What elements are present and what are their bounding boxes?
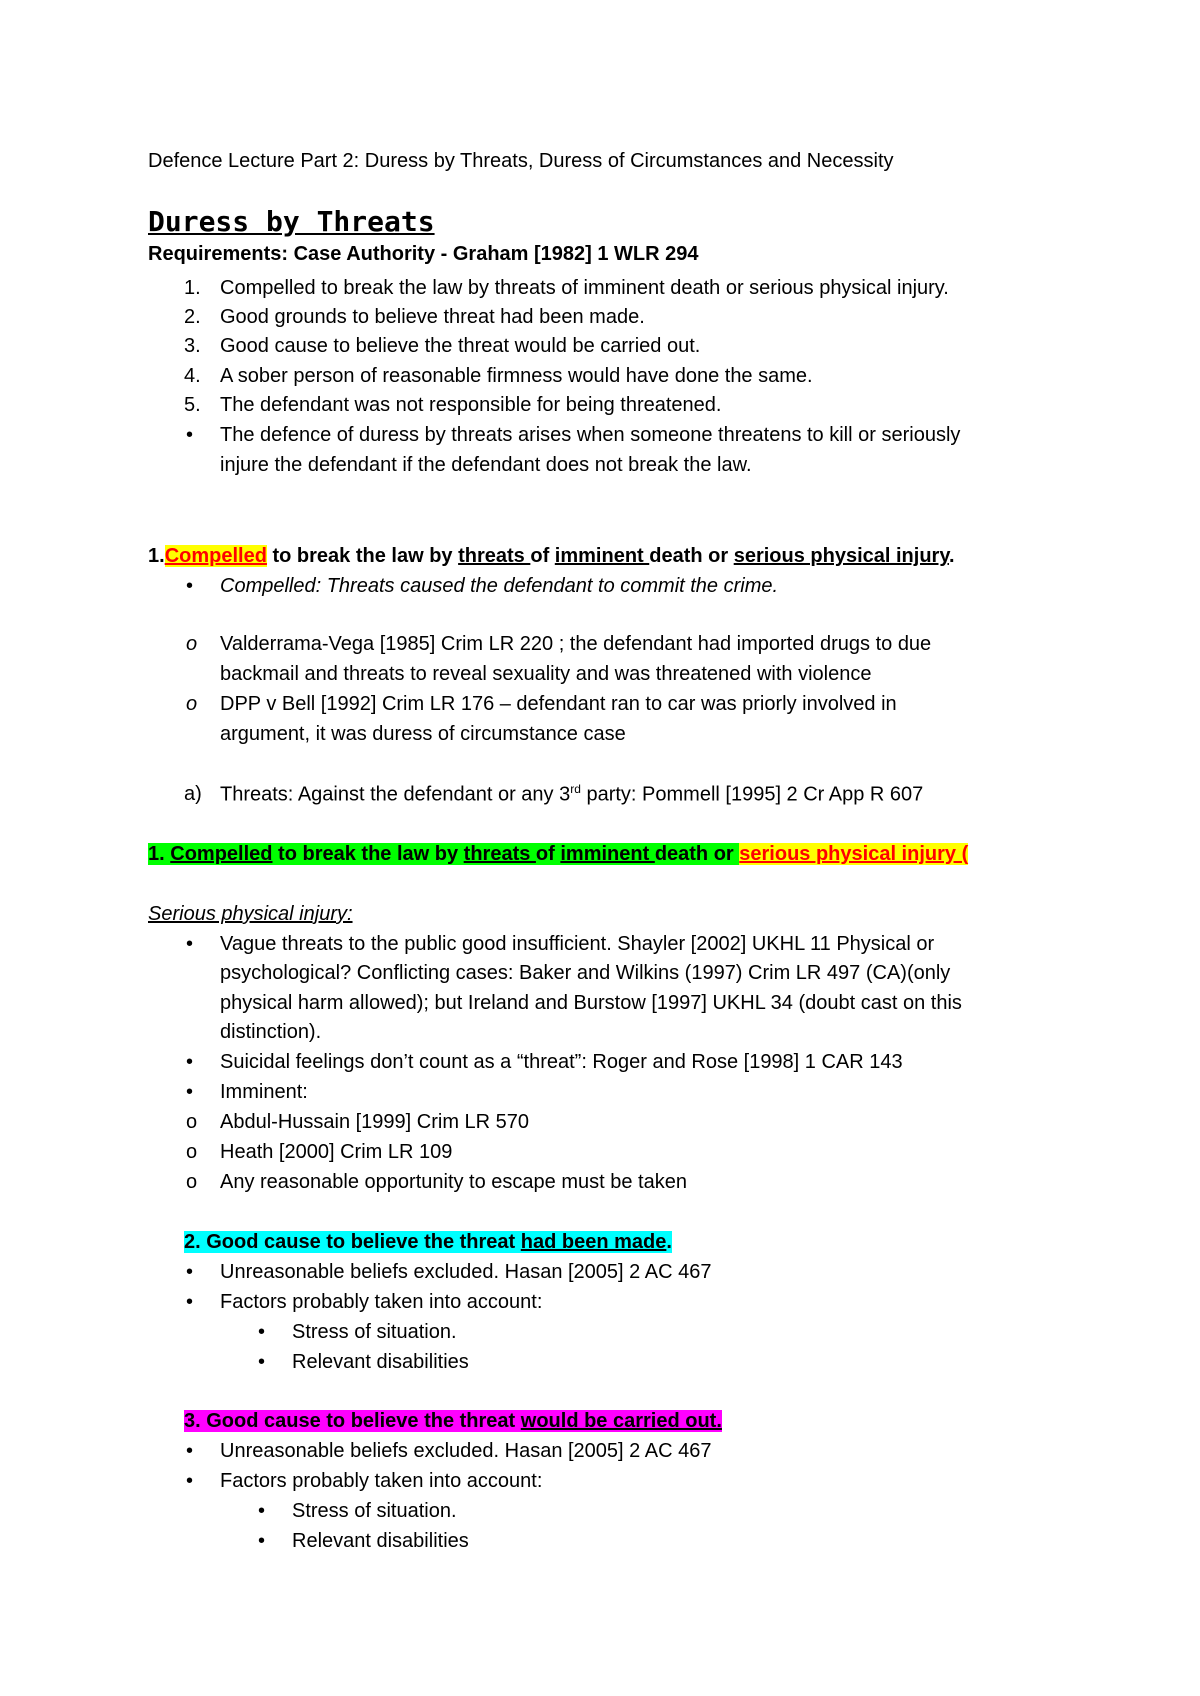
bullet-item: Abdul-Hussain [1999] Crim LR 570 — [220, 1111, 530, 1133]
bullet-marker: • — [186, 1051, 194, 1073]
bullet-item: Imminent: — [220, 1081, 308, 1103]
bullet-marker: • — [186, 1291, 194, 1313]
list-marker: a) — [184, 783, 202, 805]
had-been-made-term: had been made — [520, 1231, 667, 1253]
serious-injury-heading: Serious physical injury: — [148, 903, 353, 925]
bullet-marker: • — [186, 1470, 194, 1492]
case-item: Valderrama-Vega [1985] Crim LR 220 ; the defendant had imported drugs to due — [220, 633, 932, 655]
threats-item — [220, 782, 923, 807]
bullet-marker: • — [258, 1321, 266, 1343]
bullet-item: Factors probably taken into account: — [220, 1470, 543, 1492]
cyan-highlight — [184, 1231, 672, 1253]
circle-marker: o — [186, 1111, 198, 1133]
bullet-item-continued: distinction). — [220, 1021, 322, 1043]
requirement-item: The defence of duress by threats arises when someone threatens to kill or seriously — [220, 424, 961, 446]
bullet-item: Relevant disabilities — [292, 1530, 469, 1552]
requirement-item: Compelled to break the law by threats of imminent death or serious physical injury. — [220, 277, 949, 299]
bullet-marker: • — [186, 1081, 194, 1103]
list-marker: 1. — [184, 277, 201, 299]
bullet-marker: • — [186, 1440, 194, 1462]
circle-marker: o — [186, 633, 198, 655]
section1b-number: 1. — [148, 843, 171, 865]
bullet-item-continued: physical harm allowed); but Ireland and Burstow [1997] UKHL 34 (doubt cast on this — [220, 992, 962, 1014]
bullet-item: Stress of situation. — [292, 1321, 457, 1343]
threats-term: threats — [458, 545, 531, 567]
bullet-marker: • — [186, 1261, 194, 1283]
section2-heading — [184, 1230, 672, 1254]
section-heading: Duress by Threats — [148, 205, 435, 238]
magenta-highlight — [184, 1410, 722, 1432]
bullet-item: Suicidal feelings don’t count as a “threat”: Roger and Rose [1998] 1 CAR 143 — [220, 1051, 903, 1073]
section3-heading — [184, 1409, 722, 1433]
section1b-heading — [148, 842, 968, 866]
section2-text: 2. Good cause to believe the threat — [184, 1231, 521, 1253]
bullet-item: Unreasonable beliefs excluded. Hasan [2005] 2 AC 467 — [220, 1261, 712, 1283]
compelled-highlight: Compelled — [164, 545, 267, 567]
section1b-text: of — [535, 843, 561, 865]
case-item-continued: backmail and threats to reveal sexuality and was threatened with violence — [220, 663, 872, 685]
bullet-item: Any reasonable opportunity to escape must be taken — [220, 1171, 687, 1193]
case-item-continued: argument, it was duress of circumstance case — [220, 723, 626, 745]
section3-text: 3. Good cause to believe the threat — [184, 1410, 521, 1432]
requirement-item: Good cause to believe the threat would be carried out. — [220, 335, 701, 357]
section1-heading — [148, 544, 955, 568]
compelled-definition: Compelled: Threats caused the defendant to commit the crime. — [220, 575, 779, 597]
bullet-item: Stress of situation. — [292, 1500, 457, 1522]
requirement-item: Good grounds to believe threat had been made. — [220, 306, 645, 328]
bullet-marker: • — [258, 1530, 266, 1552]
imminent-term: imminent — [560, 843, 655, 865]
requirements-heading: Requirements: Case Authority - Graham [1982] 1 WLR 294 — [148, 243, 699, 265]
bullet-marker: • — [258, 1500, 266, 1522]
section1-text: . — [948, 545, 955, 567]
compelled-term: Compelled — [170, 843, 273, 865]
bullet-item: Factors probably taken into account: — [220, 1291, 543, 1313]
requirement-item: A sober person of reasonable firmness would have done the same. — [220, 365, 813, 387]
serious-injury-term: serious physical injury — [733, 545, 949, 567]
bullet-item: Vague threats to the public good insufficient. Shayler [2002] UKHL 11 Physical or — [220, 933, 935, 955]
section1-text: death or — [649, 545, 734, 567]
bullet-marker: • — [186, 575, 194, 597]
list-marker: 3. — [184, 335, 201, 357]
serious-injury-highlight: serious physical injury ( — [739, 843, 969, 865]
list-marker: 4. — [184, 365, 201, 387]
section1b-text: to break the law by — [272, 843, 464, 865]
list-marker: 5. — [184, 394, 201, 416]
bullet-item: Unreasonable beliefs excluded. Hasan [2005] 2 AC 467 — [220, 1440, 712, 1462]
bullet-item-continued: psychological? Conflicting cases: Baker and Wilkins (1997) Crim LR 497 (CA)(only — [220, 962, 951, 984]
would-be-carried-out-term: would be carried out. — [520, 1410, 722, 1432]
document-title: Defence Lecture Part 2: Duress by Threats, Duress of Circumstances and Necessity — [148, 150, 894, 172]
list-marker: 2. — [184, 306, 201, 328]
green-highlight — [148, 843, 739, 865]
circle-marker: o — [186, 1141, 198, 1163]
circle-marker: o — [186, 693, 198, 715]
section1-number: 1. — [148, 545, 165, 567]
section1b-text: death or — [654, 843, 740, 865]
circle-marker: o — [186, 1171, 198, 1193]
threats-item-text: party: Pommell [1995] 2 Cr App R 607 — [580, 783, 924, 806]
imminent-term: imminent — [554, 545, 650, 567]
threats-item-text: Threats: Against the defendant or any 3 — [220, 783, 571, 806]
section1-text: to break the law by — [266, 545, 459, 567]
ordinal-suffix: rd — [570, 782, 581, 796]
bullet-marker: • — [258, 1351, 266, 1373]
bullet-item: Heath [2000] Crim LR 109 — [220, 1141, 453, 1163]
bullet-item: Relevant disabilities — [292, 1351, 469, 1373]
requirement-item-continued: injure the defendant if the defendant does not break the law. — [220, 454, 752, 476]
bullet-marker: • — [186, 933, 194, 955]
threats-term: threats — [463, 843, 536, 865]
requirement-item: The defendant was not responsible for being threatened. — [220, 394, 722, 416]
case-item: DPP v Bell [1992] Crim LR 176 – defendant ran to car was priorly involved in — [220, 693, 897, 715]
bullet-marker: • — [186, 424, 194, 446]
section2-text: . — [666, 1231, 672, 1253]
section1-text: of — [530, 545, 555, 567]
